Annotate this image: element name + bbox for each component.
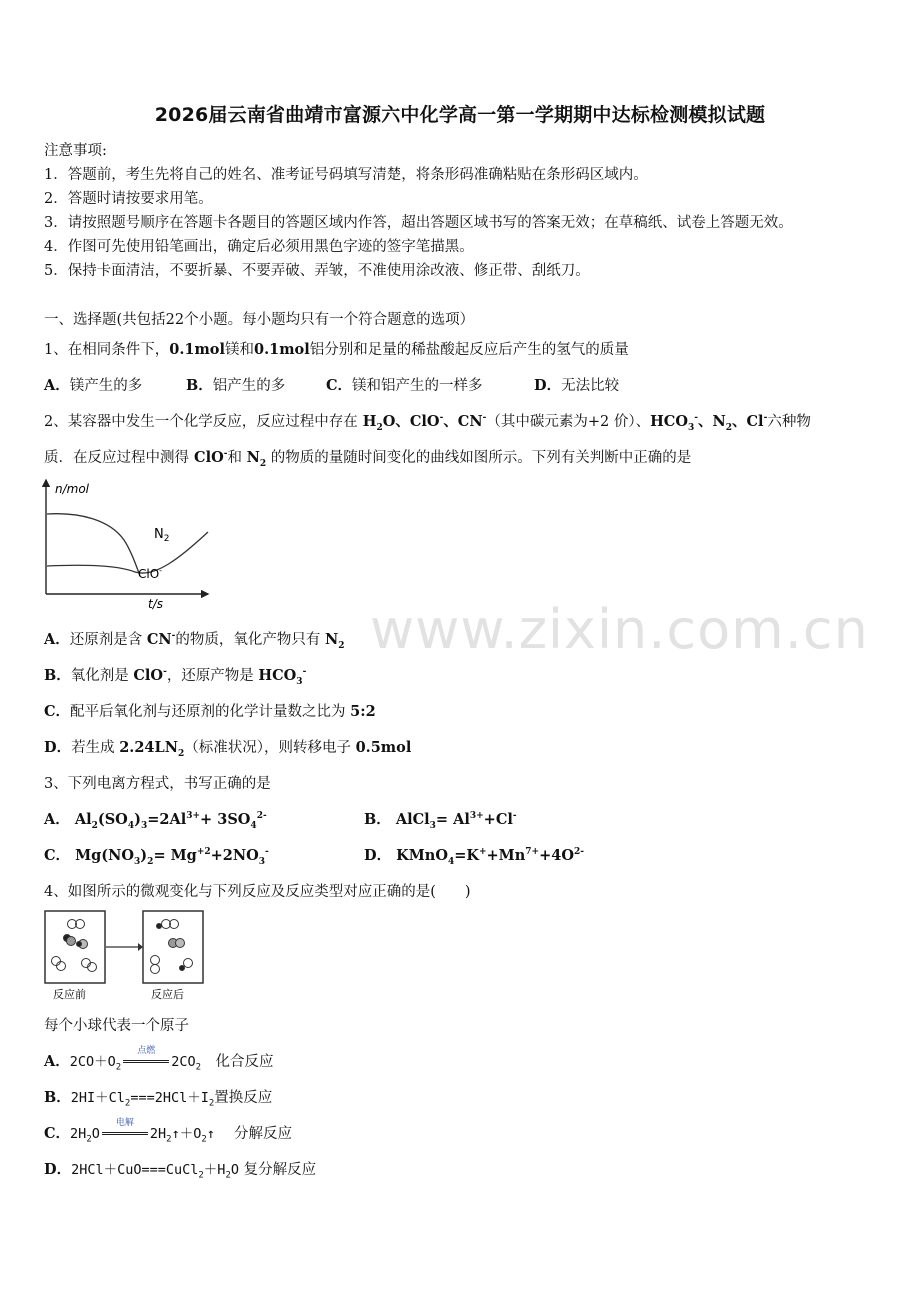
section-heading: 一、选择题(共包括22个小题。每小题均只有一个符合题意的选项） [44,312,475,328]
option-d[interactable]: D．无法比较 [534,377,620,394]
question-number: 3、 [44,776,68,792]
question-number: 4、 [44,884,68,900]
option-d[interactable]: D．若生成 $2.24LN_2$（标准状况），则转移电子 0.5mol [44,739,412,759]
notice-item: 1．答题前，考生先将自己的姓名、准考证号码填写清楚，将条形码准确粘贴在条形码区域内。 [44,167,648,183]
page-title: 2026届云南省曲靖市富源六中化学高一第一学期期中达标检测模拟试题 [154,104,766,126]
option-b[interactable]: B．氧化剂是 ClO-，还原产物是 $HCO_3^-$ [44,667,307,687]
clo-label: ClO- [138,566,163,581]
after-molecules [151,920,193,974]
clo-curve [47,514,140,576]
question-number: 1、 [44,342,68,358]
option-c[interactable]: C．配平后氧化剂与还原剂的化学计量数之比为 5:2 [44,703,376,720]
question-number: 2、 [44,414,68,430]
n-vs-t-graph [40,476,215,612]
option-b[interactable]: B．铝产生的多 [186,377,286,394]
question-4-stem: 4、如图所示的微观变化与下列反应及反应类型对应正确的是( ) [44,884,471,900]
watermark: www.zixin.com.cn [370,598,869,661]
n2-curve [47,532,208,573]
after-label: 反应后 [151,988,184,1001]
notice-item: 5．保持卡面清洁，不要折暴、不要弄破、弄皱，不准使用涂改液、修正带、刮纸刀。 [44,263,590,279]
option-b[interactable]: B． AlCl$_3$= $Al^{3+}+Cl^-$ [364,811,517,831]
question-2-stem-cont: 质．在反应过程中测得 ClO-和 $N_2$ 的物质的量随时间变化的曲线如图所示。下列有关判断中正确的是 [44,449,692,469]
option-a[interactable]: A．镁产生的多 [44,377,143,394]
notice-item: 3．请按照题号顺序在答题卡各题目的答题区域内作答，超出答题区域书写的答案无效；在草稿纸、试卷上答题无效。 [44,215,793,231]
before-label: 反应前 [53,988,86,1001]
option-d[interactable]: D．$2HCl+CuO===CuCl_2+H_2O$ 复分解反应 [44,1161,317,1181]
option-a[interactable]: A．$2CO+O_2$ 点燃 $2CO_2$ 化合反应 [44,1046,274,1073]
reaction-diagram [42,908,212,1004]
option-c[interactable]: C．镁和铝产生的一样多 [326,377,483,394]
question-2-stem: 2、某容器中发生一个化学反应，反应过程中存在 $H_2O$、ClO-、CN-（其中碳元素为+2 价）、$HCO_3^-$、$N_2$、Cl-六种物 [44,413,811,433]
diagram-note: 每个小球代表一个原子 [44,1018,189,1034]
question-3-stem: 3、下列电离方程式，书写正确的是 [44,776,271,792]
notice-item: 2．答题时请按要求用笔。 [44,191,213,207]
before-molecules [52,920,97,972]
n2-label: $N_2$ [154,527,170,544]
option-a[interactable]: A．还原剂是含 CN-的物质，氧化产物只有 $N_2$ [44,631,345,651]
notice-item: 4．作图可先使用铅笔画出，确定后必须用黑色字迹的签字笔描黑。 [44,239,474,255]
option-a[interactable]: A． $Al_2(SO_4)_3=2Al^{3+}+ 3SO_4^{2-}$ [44,811,267,831]
before-box [45,911,105,983]
x-axis-label: t/s [148,597,163,611]
option-b[interactable]: B．$2HI+Cl_2===2HCl+I_2$置换反应 [44,1089,273,1109]
option-c[interactable]: C．$2H_2O$ 电解 $2H_2↑+O_2↑$ 分解反应 [44,1118,292,1145]
option-d[interactable]: D． $KMnO_4=K^++Mn^{7+}+4O^{2-}$ [364,847,584,867]
option-c[interactable]: C． $Mg(NO_3)_2= Mg^{+2}+2NO_3^-$ [44,847,269,867]
y-axis-label: n/mol [55,482,90,496]
notice-header: 注意事项: [44,143,107,159]
question-1-stem: 1、在相同条件下，0.1mol镁和0.1mol铝分别和足量的稀盐酸起反应后产生的氢气的质量 [44,341,629,358]
